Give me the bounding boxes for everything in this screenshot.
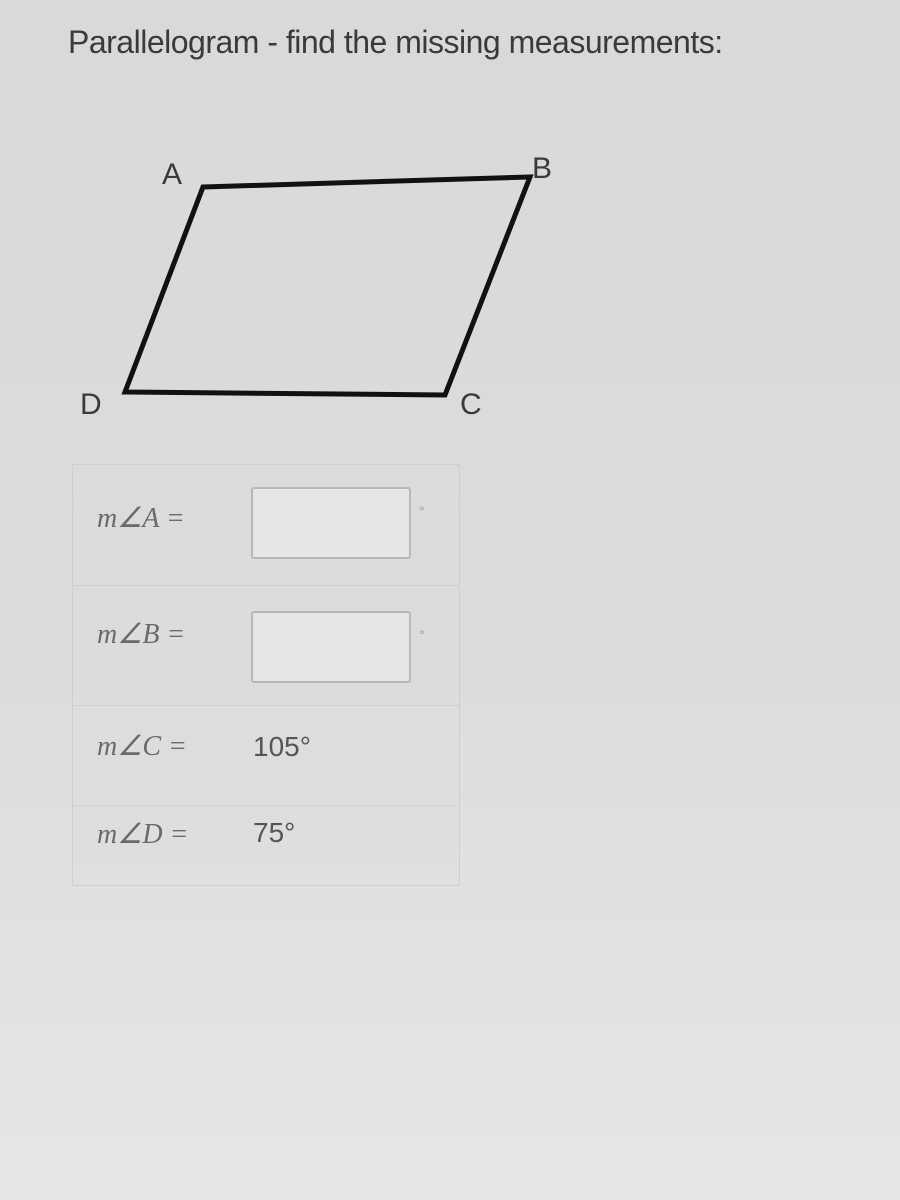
page-title: Parallelogram - find the missing measurements:	[68, 24, 723, 60]
answer-row-a	[73, 465, 459, 586]
angle-b-label: m∠B =	[97, 619, 186, 650]
angle-b-input[interactable]	[251, 611, 411, 683]
angle-a-input[interactable]	[251, 487, 411, 559]
degree-icon: °	[419, 627, 425, 643]
angle-d-label: m∠D =	[97, 819, 189, 850]
parallelogram-diagram	[60, 140, 580, 440]
angle-c-label: m∠C =	[97, 731, 187, 762]
vertex-label-b: B	[532, 152, 553, 185]
vertex-label-a: A	[162, 158, 183, 191]
degree-icon: °	[419, 503, 425, 519]
angle-c-value: 105°	[253, 731, 311, 762]
vertex-label-d: D	[80, 388, 102, 421]
answer-row-c	[73, 705, 459, 806]
angle-d-value: 75°	[253, 817, 296, 848]
answer-row-b	[73, 585, 459, 706]
answer-row-d	[73, 805, 459, 885]
vertex-label-c: C	[460, 388, 482, 421]
parallelogram-shape	[125, 177, 530, 395]
angle-a-label: m∠A =	[97, 503, 185, 534]
answers-table	[72, 464, 460, 886]
